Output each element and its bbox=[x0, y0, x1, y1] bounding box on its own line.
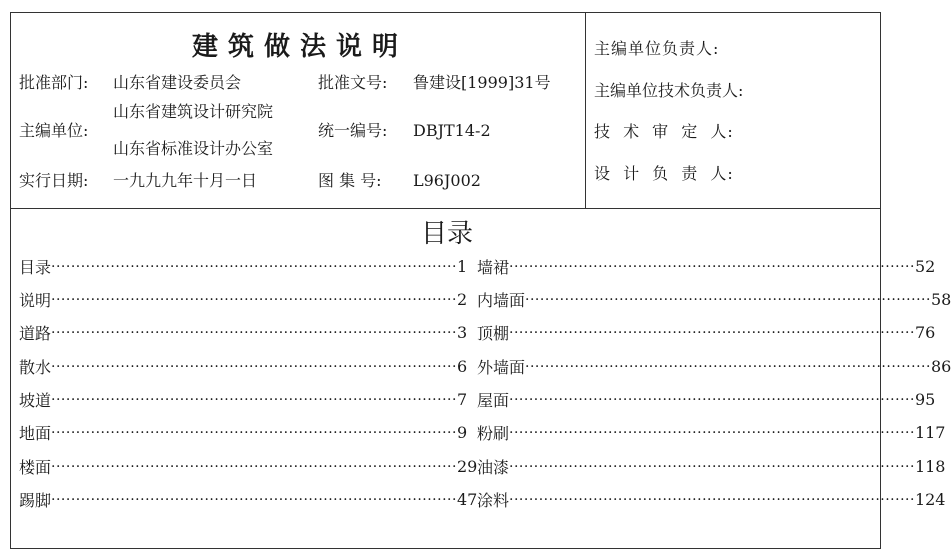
editor-value-1: 山东省建筑设计研究院 bbox=[113, 102, 274, 121]
toc-entry[interactable] bbox=[19, 355, 468, 377]
toc-entry-name: 楼面 bbox=[19, 457, 52, 477]
document-title: 建筑做法说明 bbox=[191, 32, 408, 62]
toc-entry-page: 86 bbox=[930, 356, 951, 376]
toc-entry-page: 2 bbox=[456, 289, 468, 309]
toc-entry-name: 说明 bbox=[19, 290, 52, 310]
leader-dots: ·················································································· bbox=[51, 325, 457, 341]
leader-dots: ·················································································· bbox=[51, 259, 457, 275]
toc-entry-name: 粉刷 bbox=[477, 423, 510, 443]
leader-dots: ·················································································· bbox=[509, 392, 915, 408]
leader-dots: ·················································································· bbox=[51, 459, 457, 475]
leader-dots: ·················································································· bbox=[509, 425, 915, 441]
toc-entry-page: 118 bbox=[914, 456, 946, 476]
leader-dots: ·················································································· bbox=[525, 359, 931, 375]
toc-entry-page: 58 bbox=[930, 289, 951, 309]
unit-head-label: 主编单位负责人: bbox=[594, 39, 720, 58]
toc-entry[interactable] bbox=[477, 355, 951, 377]
approval-doc-label: 批准文号: bbox=[318, 73, 388, 92]
designer-label: 设 计 负 责 人: bbox=[594, 164, 734, 183]
toc-entry-page: 95 bbox=[914, 389, 936, 409]
toc-entry-page: 29 bbox=[456, 456, 478, 476]
atlas-no-label: 图 集 号: bbox=[318, 171, 382, 190]
leader-dots: ·················································································· bbox=[51, 392, 457, 408]
toc-entry[interactable] bbox=[19, 388, 468, 410]
toc-entry-name: 目录 bbox=[19, 257, 52, 277]
leader-dots: ·················································································· bbox=[509, 492, 915, 508]
leader-dots: ·················································································· bbox=[51, 425, 457, 441]
toc-title: 目录 bbox=[420, 219, 473, 249]
toc-entry[interactable] bbox=[19, 488, 478, 510]
leader-dots: ·················································································· bbox=[51, 492, 457, 508]
toc-entry[interactable] bbox=[477, 321, 936, 343]
toc-entry-page: 52 bbox=[914, 256, 936, 276]
toc-entry-name: 屋面 bbox=[477, 390, 510, 410]
leader-dots: ·················································································· bbox=[509, 325, 915, 341]
toc-entry[interactable] bbox=[19, 288, 468, 310]
toc-entry[interactable] bbox=[477, 421, 946, 443]
atlas-no-value: L96J002 bbox=[413, 171, 481, 190]
toc-entry-page: 9 bbox=[456, 422, 468, 442]
toc-entry[interactable] bbox=[477, 255, 936, 277]
toc-entry-page: 124 bbox=[914, 489, 946, 509]
toc-entry-name: 散水 bbox=[19, 357, 52, 377]
leader-dots: ·················································································· bbox=[509, 459, 915, 475]
toc-entry[interactable] bbox=[477, 488, 946, 510]
approval-dept-label: 批准部门: bbox=[19, 73, 89, 92]
header-divider bbox=[10, 208, 881, 209]
effective-date-label: 实行日期: bbox=[19, 171, 89, 190]
toc-entry-page: 47 bbox=[456, 489, 478, 509]
leader-dots: ·················································································· bbox=[525, 292, 931, 308]
toc-entry-page: 76 bbox=[914, 322, 936, 342]
toc-entry[interactable] bbox=[19, 421, 468, 443]
toc-entry-name: 墙裙 bbox=[477, 257, 510, 277]
toc-entry-name: 坡道 bbox=[19, 390, 52, 410]
toc-entry-page: 1 bbox=[456, 256, 468, 276]
toc-entry-name: 顶棚 bbox=[477, 323, 510, 343]
toc-entry-page: 7 bbox=[456, 389, 468, 409]
toc-entry-name: 地面 bbox=[19, 423, 52, 443]
approval-doc-value: 鲁建设[1999]31号 bbox=[413, 73, 551, 92]
toc-entry-page: 6 bbox=[456, 356, 468, 376]
responsible-divider bbox=[585, 12, 586, 209]
editor-label: 主编单位: bbox=[19, 121, 89, 140]
reviewer-label: 技 术 审 定 人: bbox=[594, 122, 734, 141]
toc-entry[interactable] bbox=[477, 455, 946, 477]
toc-entry-name: 踢脚 bbox=[19, 490, 52, 510]
leader-dots: ·················································································· bbox=[51, 292, 457, 308]
toc-entry[interactable] bbox=[477, 288, 951, 310]
effective-date-value: 一九九九年十月一日 bbox=[113, 171, 258, 190]
unified-no-label: 统一编号: bbox=[318, 121, 388, 140]
toc-entry[interactable] bbox=[19, 255, 468, 277]
toc-entry-name: 道路 bbox=[19, 323, 52, 343]
toc-entry-name: 外墙面 bbox=[477, 357, 526, 377]
toc-entry-name: 涂料 bbox=[477, 490, 510, 510]
toc-entry-page: 3 bbox=[456, 322, 468, 342]
toc-entry[interactable] bbox=[19, 455, 478, 477]
toc-entry-page: 117 bbox=[914, 422, 946, 442]
approval-dept-value: 山东省建设委员会 bbox=[113, 73, 242, 92]
editor-value-2: 山东省标准设计办公室 bbox=[113, 139, 274, 158]
leader-dots: ·················································································· bbox=[509, 259, 915, 275]
unified-no-value: DBJT14-2 bbox=[413, 121, 491, 140]
tech-head-label: 主编单位技术负责人: bbox=[594, 81, 744, 100]
leader-dots: ·················································································· bbox=[51, 359, 457, 375]
toc-entry-name: 油漆 bbox=[477, 457, 510, 477]
toc-entry-name: 内墙面 bbox=[477, 290, 526, 310]
toc-entry[interactable] bbox=[19, 321, 468, 343]
toc-entry[interactable] bbox=[477, 388, 936, 410]
